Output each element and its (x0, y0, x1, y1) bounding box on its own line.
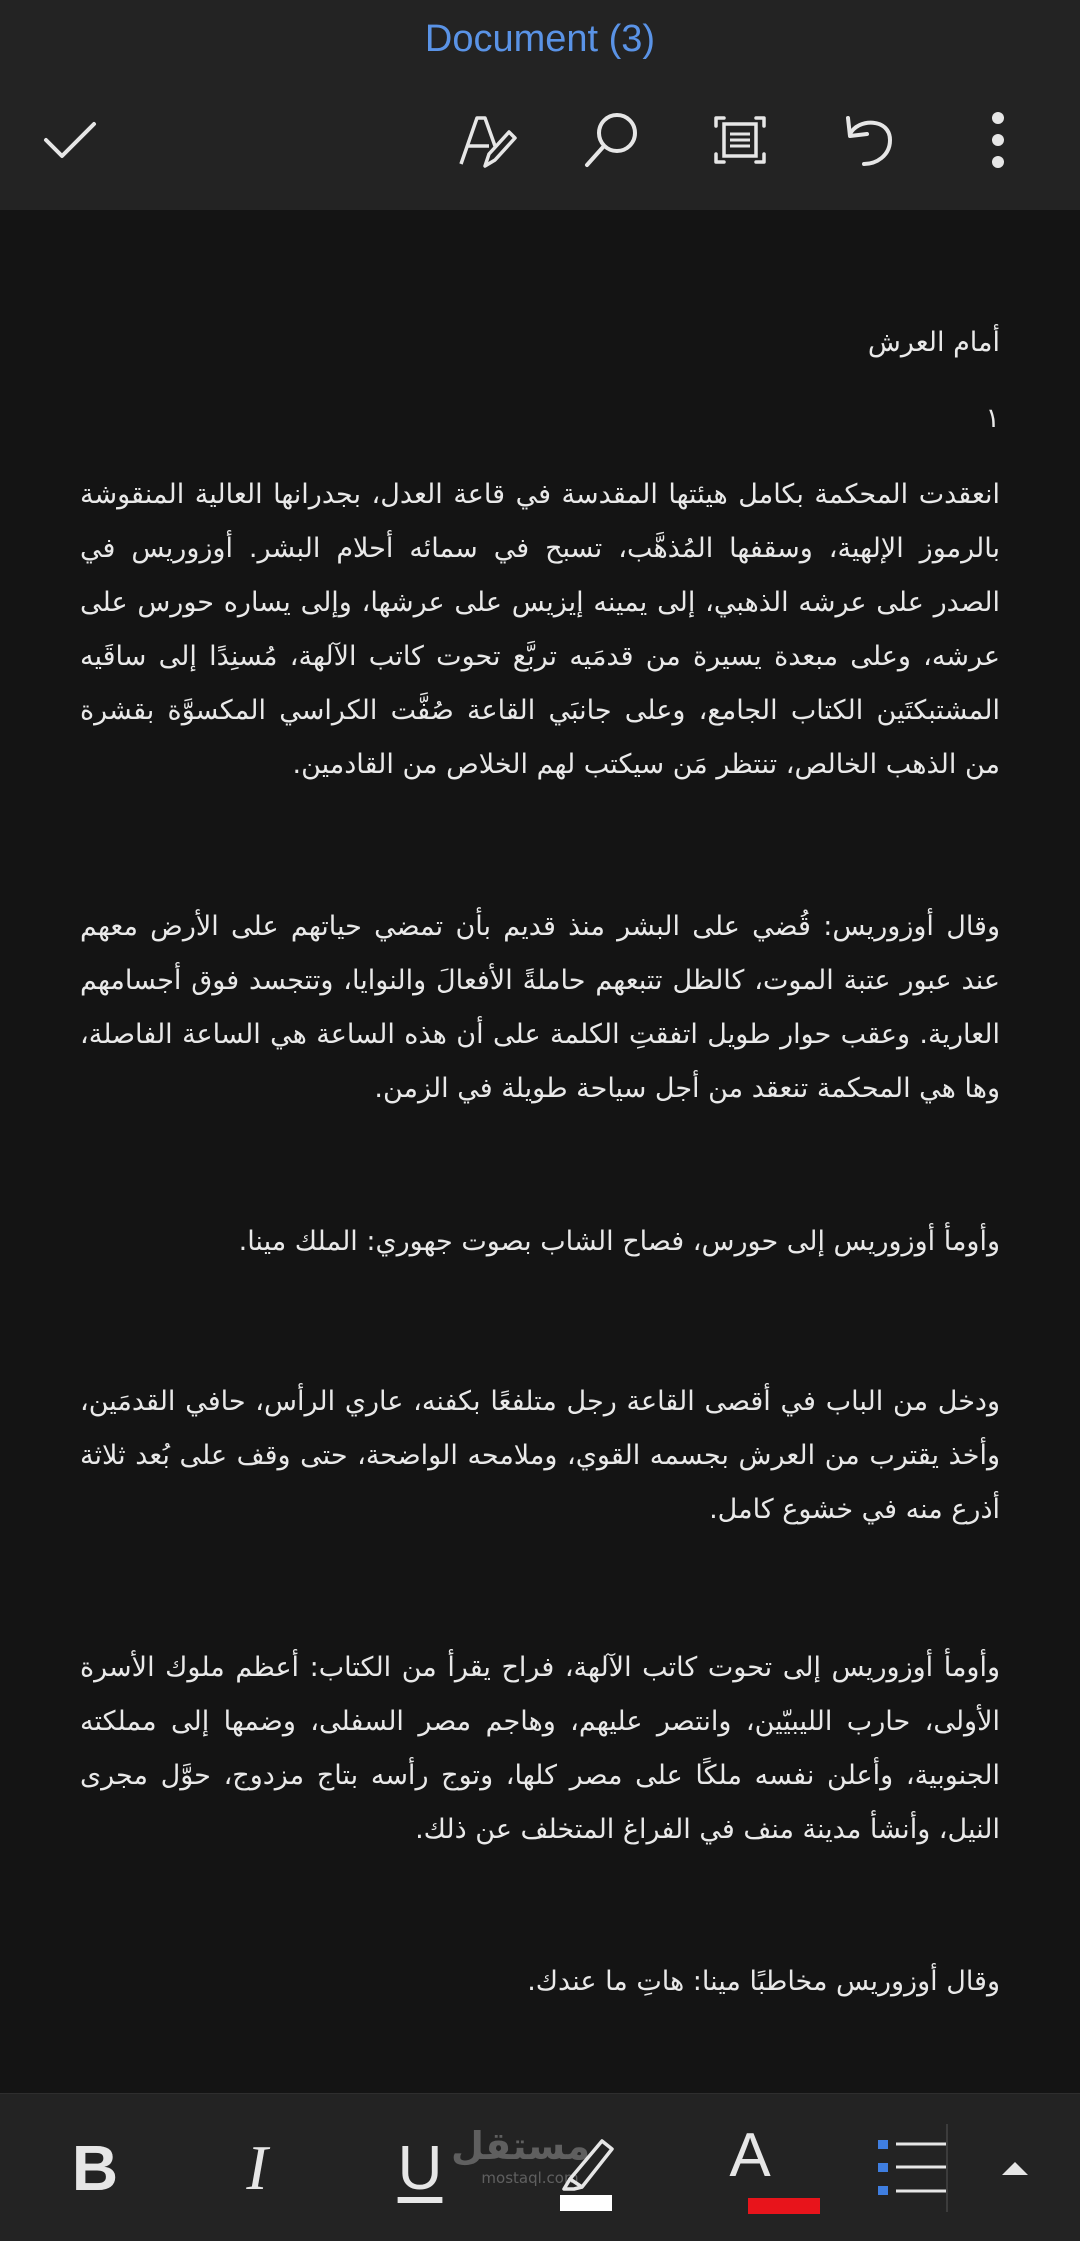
section-number: ١ (985, 403, 1000, 434)
checkmark-icon (40, 110, 100, 170)
format-toolbar (0, 2093, 1080, 2241)
top-toolbar (0, 0, 1080, 210)
document-title[interactable]: Document (3) (424, 18, 656, 60)
bulleted-list-button[interactable] (858, 2118, 968, 2218)
highlighter-icon (540, 2123, 630, 2213)
font-color-control (729, 2118, 770, 2218)
document-canvas[interactable] (0, 210, 1080, 2093)
caret-up-icon (1000, 2160, 1030, 2176)
bold-button[interactable] (40, 2118, 150, 2218)
format-text-button[interactable] (447, 100, 527, 180)
expand-toolbar-button[interactable] (960, 2118, 1070, 2218)
more-vertical-icon (988, 110, 1008, 170)
font-color-button[interactable] (695, 2118, 805, 2218)
more-options-button[interactable] (958, 100, 1038, 180)
search-button[interactable] (572, 100, 652, 180)
done-button[interactable] (30, 100, 110, 180)
undo-icon (840, 110, 900, 170)
text-format-pen-icon (455, 108, 519, 172)
paragraph: وقال أوزوريس مخاطبًا مينا: هاتِ ما عندك. (527, 1966, 1000, 1997)
paragraph: انعقدت المحكمة بكامل هيئتها المقدسة في قاعة العدل، بجدرانها العالية المنقوشة بالرموز الإلهية، وسقفها المُذهَّب، تسبح في سمائه أحلام البشر. أوزوريس في الصدر على عرشه الذهبي، إلى يمينه إيزيس على عرشها، وإلى يساره حورس على عرشه، وعلى مبعدة يسيرة من قدمَيه تربَّع تحوت كاتب الآلهة، مُسنِدًا إلى ساقَيه المشتبكتَين الكتاب الجامع، وعلى جانبَي القاعة صُفَّت الكراسي المكسوَّة بقشرة من الذهب الخالص، تنتظر مَن سيكتب لهم الخلاص من القادمين. (80, 479, 1000, 780)
paragraph: وقال أوزوريس: قُضي على البشر منذ قديم بأن تمضي حياتهم على الأرض معهم عند عبور عتبة الموت، كالظل تتبعهم حاملةً الأفعالَ والنوايا، وتتجسد فوق أجسامهم العارية. وعقب حوار طويل اتفقتِ الكلمة على أن هذه الساعة هي الساعة الفاصلة، وها هي المحكمة تنعقد من أجل سياحة طويلة في الزمن. (80, 911, 1000, 1104)
search-icon (581, 109, 643, 171)
italic-button[interactable] (202, 2118, 312, 2218)
italic-label: I (246, 2132, 268, 2203)
chapter-heading: أمام العرش (867, 327, 1000, 358)
font-color-label: A (729, 2121, 771, 2190)
bulleted-list-icon (876, 2136, 950, 2200)
underline-button[interactable] (365, 2118, 475, 2218)
underline-label: U (397, 2133, 443, 2203)
highlight-button[interactable] (530, 2118, 640, 2218)
toolbar-divider (946, 2124, 948, 2212)
bold-label: B (71, 2132, 119, 2204)
watermark-logo: مستقل mostaql.com (451, 2124, 590, 2187)
paragraph: ودخل من الباب في أقصى القاعة رجل متلفعًا بكفنه، عاري الرأس، حافي القدمَين، وأخذ يقترب من العرش بجسمه القوي، وملامحه الواضحة، حتى وقف على بُعد ثلاثة أذرع منه في خشوع كامل. (80, 1386, 1000, 1525)
paragraph: وأومأ أوزوريس إلى حورس، فصاح الشاب بصوت جهوري: الملك مينا. (238, 1226, 1000, 1257)
page-view-icon (708, 108, 772, 172)
font-color-swatch (748, 2198, 820, 2214)
undo-button[interactable] (830, 100, 910, 180)
paragraph: وأومأ أوزوريس إلى تحوت كاتب الآلهة، فراح يقرأ من الكتاب: أعظم ملوك الأسرة الأولى، حارب الليبيّين، وانتصر عليهم، وهاجم مصر السفلى، وضمها إلى مملكته الجنوبية، وأعلن نفسه ملكًا على مصر كلها، وتوج رأسه بتاج مزدوج، حوَّل مجرى النيل، وأنشأ مدينة منف في الفراغ المتخلف عن ذلك. (80, 1652, 1000, 1845)
page-view-button[interactable] (700, 100, 780, 180)
